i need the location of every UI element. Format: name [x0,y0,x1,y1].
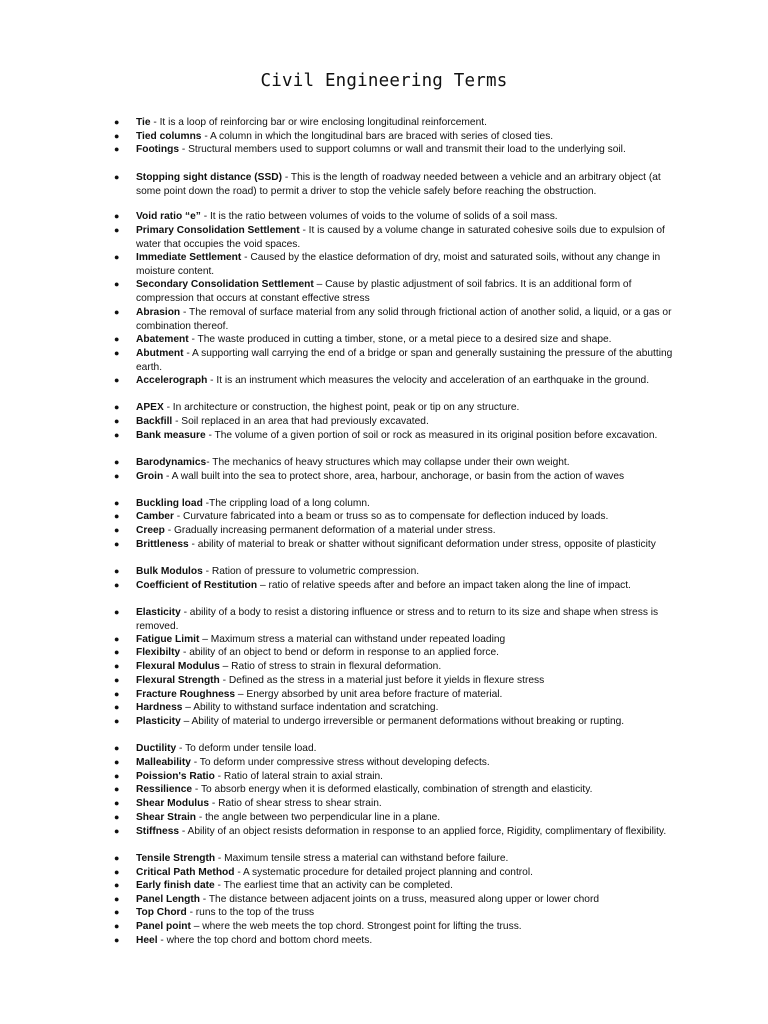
bullet-icon: ● [114,894,120,904]
term-definition: - Curvature fabricated into a beam or truss so as to compensate for deflection induced by loads. [173,511,609,522]
term-name: Panel point [136,921,191,932]
bullet-icon: ● [114,647,120,657]
term-name: Camber [136,511,174,522]
term-entry [136,524,681,538]
term-definition: - ability of an object to bend or deform in response to an applied force. [180,647,500,658]
term-definition: - It is an instrument which measures the velocity and acceleration of an earthquake in the ground. [207,375,650,386]
term-entry [136,278,681,305]
term-definition: - ability of a body to resist a distoring influence or stress and to return to its size and shape when stress is removed. [136,607,659,632]
bullet-icon: ● [114,853,120,863]
term-name: Elasticity [136,607,181,618]
term-definition: – where the web meets the top chord. Strongest point for lifting the truss. [190,921,522,932]
term-entry [136,797,681,811]
term-name: Ressilience [136,784,193,795]
bullet-icon: ● [114,607,120,617]
bullet-icon: ● [114,498,120,508]
bullet-icon: ● [114,689,120,699]
term-entry [136,688,681,702]
bullet-icon: ● [114,348,120,358]
bullet-icon: ● [114,144,120,154]
term-definition: - A wall built into the sea to protect shore, area, harbour, anchorage, or basin from the action of waves [163,471,625,482]
term-entry [136,429,681,443]
term-name: Void ratio “e” [136,211,201,222]
term-entry [136,742,681,756]
term-definition: - It is the ratio between volumes of voids to the volume of solids of a soil mass. [200,211,558,222]
term-name: Fatigue Limit [136,634,200,645]
bullet-icon: ● [114,471,120,481]
term-entry [136,143,681,157]
term-name: Poission's Ratio [136,771,215,782]
bullet-icon: ● [114,402,120,412]
bullet-icon: ● [114,566,120,576]
bullet-icon: ● [114,757,120,767]
term-name: Malleability [136,757,191,768]
term-definition: - Defined as the stress in a material just before it yields in flexure stress [219,675,545,686]
term-definition: - It is caused by a volume change in saturated cohesive soils due to expulsion of water that occupies the void spaces. [136,225,665,250]
bullet-icon: ● [114,826,120,836]
term-entry [136,756,681,770]
bullet-icon: ● [114,334,120,344]
bullet-icon: ● [114,702,120,712]
term-name: Top Chord [136,907,187,918]
term-entry [136,401,681,415]
term-entry [136,660,681,674]
bullet-icon: ● [114,580,120,590]
term-entry [136,347,681,374]
term-definition: - Ratio of shear stress to shear strain. [209,798,382,809]
term-definition: - runs to the top of the truss [186,907,315,918]
term-entry [136,606,681,633]
term-definition: - Ration of pressure to volumetric compression. [202,566,420,577]
bullet-icon: ● [114,880,120,890]
bullet-icon: ● [114,375,120,385]
bullet-icon: ● [114,935,120,945]
term-definition: - To deform under tensile load. [176,743,317,754]
term-name: Abrasion [136,307,181,318]
bullet-icon: ● [114,798,120,808]
term-entry [136,251,681,278]
term-definition: - The distance between adjacent joints on a truss, measured along upper or lower chord [199,894,600,905]
term-name: Fracture Roughness [136,689,236,700]
term-entry [136,633,681,647]
term-entry [136,920,681,934]
term-definition: – ratio of relative speeds after and before an impact taken along the line of impact. [257,580,631,591]
bullet-icon: ● [114,430,120,440]
term-name: Accelerograph [136,375,208,386]
bullet-icon: ● [114,511,120,521]
bullet-icon: ● [114,279,120,289]
term-definition: - Caused by the elastice deformation of dry, moist and saturated soils, without any change in moisture content. [136,252,661,277]
term-definition: - Ability of an object resists deformation in response to an applied force, Rigidity, complimentary of flexibility. [179,826,667,837]
term-entry [136,130,681,144]
term-name: Shear Strain [136,812,197,823]
term-name: Bank measure [136,430,206,441]
term-name: Abatement [136,334,189,345]
bullet-icon: ● [114,307,120,317]
term-entry [136,470,681,484]
term-name: Heel [136,935,158,946]
term-name: Stopping sight distance (SSD) [136,172,283,183]
term-definition: - The waste produced in cutting a timber, stone, or a metal piece to a desired size and shape. [188,334,612,345]
term-name: APEX [136,402,164,413]
term-definition: - Maximum tensile stress a material can withstand before failure. [215,853,509,864]
term-name: Ductility [136,743,177,754]
term-definition: - The mechanics of heavy structures which may collapse under their own weight. [206,457,570,468]
term-name: Shear Modulus [136,798,210,809]
term-name: Barodynamics [136,457,207,468]
term-name: Brittleness [136,539,189,550]
term-name: Plasticity [136,716,181,727]
term-definition: - The earliest time that an activity can be completed. [214,880,453,891]
term-entry [136,879,681,893]
term-entry [136,224,681,251]
term-definition: - This is the length of roadway needed between a vehicle and an arbitrary object (at some point down the road) to permit a driver to stop the vehicle safely before reaching the obstruction. [136,172,661,197]
term-name: Groin [136,471,164,482]
bullet-icon: ● [114,172,120,182]
term-definition: - the angle between two perpendicular line in a plane. [196,812,441,823]
term-name: Bulk Modulos [136,566,203,577]
term-name: Abutment [136,348,184,359]
term-name: Tensile Strength [136,853,216,864]
bullet-icon: ● [114,784,120,794]
term-definition: - Ratio of lateral strain to axial strain. [214,771,384,782]
term-entry [136,415,681,429]
term-entry [136,210,681,224]
term-definition: – Energy absorbed by unit area before fracture of material. [235,689,503,700]
term-name: Stiffness [136,826,180,837]
bullet-icon: ● [114,675,120,685]
term-entry [136,116,681,130]
term-definition: – Ability of material to undergo irreversible or permanent deformations without breaking or rupting. [180,716,625,727]
term-entry [136,893,681,907]
term-definition: - In architecture or construction, the highest point, peak or tip on any structure. [163,402,520,413]
term-entry [136,852,681,866]
term-name: Immediate Settlement [136,252,242,263]
term-entry [136,783,681,797]
term-entry [136,456,681,470]
term-entry [136,701,681,715]
term-name: Flexibilty [136,647,181,658]
bullet-icon: ● [114,771,120,781]
term-name: Backfill [136,416,173,427]
bullet-icon: ● [114,131,120,141]
term-entry [136,770,681,784]
term-entry [136,715,681,729]
bullet-icon: ● [114,211,120,221]
term-definition: - ability of material to break or shatter without significant deformation under stress, opposite of plasticity [188,539,656,550]
bullet-icon: ● [114,525,120,535]
bullet-icon: ● [114,225,120,235]
term-definition: - Structural members used to support columns or wall and transmit their load to the underlying soil. [179,144,626,155]
term-name: Critical Path Method [136,867,235,878]
term-name: Panel Length [136,894,200,905]
term-entry [136,906,681,920]
bullet-icon: ● [114,416,120,426]
term-entry [136,374,681,388]
term-name: Footings [136,144,180,155]
term-entry [136,934,681,948]
term-name: Buckling load [136,498,203,509]
bullet-icon: ● [114,743,120,753]
bullet-icon: ● [114,812,120,822]
bullet-icon: ● [114,252,120,262]
term-entry [136,825,681,839]
term-definition: - To deform under compressive stress without developing defects. [190,757,490,768]
term-entry [136,579,681,593]
term-entry [136,497,681,511]
term-name: Tied columns [136,131,202,142]
term-definition: - The volume of a given portion of soil or rock as measured in its original position before excavation. [205,430,658,441]
term-name: Primary Consolidation Settlement [136,225,300,236]
term-entry [136,565,681,579]
bullet-icon: ● [114,716,120,726]
term-name: Flexural Strength [136,675,220,686]
bullet-icon: ● [114,907,120,917]
term-name: Flexural Modulus [136,661,220,672]
term-entry [136,171,681,198]
term-definition: - Gradually increasing permanent deformation of a material under stress. [164,525,496,536]
bullet-icon: ● [114,634,120,644]
term-definition: - A column in which the longitudinal bars are braced with series of closed ties. [201,131,554,142]
bullet-icon: ● [114,539,120,549]
term-entry [136,510,681,524]
term-definition: - Soil replaced in an area that had previously excavated. [172,416,429,427]
term-name: Secondary Consolidation Settlement [136,279,314,290]
term-definition: - It is a loop of reinforcing bar or wire enclosing longitudinal reinforcement. [150,117,487,128]
term-entry [136,333,681,347]
bullet-icon: ● [114,921,120,931]
term-definition: - To absorb energy when it is deformed elastically, combination of strength and elasticity. [192,784,593,795]
term-entry [136,866,681,880]
term-definition: – Ratio of stress to strain in flexural deformation. [219,661,442,672]
term-definition: - The removal of surface material from any solid through frictional action of another solid, a liquid, or a gas or combination thereof. [136,307,672,332]
bullet-icon: ● [114,661,120,671]
term-name: Early finish date [136,880,215,891]
term-definition: - A systematic procedure for detailed project planning and control. [234,867,533,878]
term-definition: -The crippling load of a long column. [202,498,370,509]
term-entry [136,538,681,552]
term-entry [136,646,681,660]
bullet-icon: ● [114,457,120,467]
term-entry [136,674,681,688]
term-definition: – Ability to withstand surface indentation and scratching. [182,702,439,713]
term-definition: – Cause by plastic adjustment of soil fabrics. It is an additional form of compression that occurs at constant effective stress [136,279,632,304]
bullet-icon: ● [114,867,120,877]
term-entry [136,811,681,825]
document-title: Civil Engineering Terms [260,71,508,91]
term-definition: - where the top chord and bottom chord meets. [157,935,373,946]
bullet-icon: ● [114,117,120,127]
term-entry [136,306,681,333]
term-definition: - A supporting wall carrying the end of a bridge or span and generally sustaining the pressure of the abutting earth. [136,348,673,373]
term-name: Creep [136,525,165,536]
term-definition: – Maximum stress a material can withstand under repeated loading [199,634,506,645]
term-name: Tie [136,117,151,128]
term-name: Hardness [136,702,183,713]
term-name: Coefficient of Restitution [136,580,258,591]
